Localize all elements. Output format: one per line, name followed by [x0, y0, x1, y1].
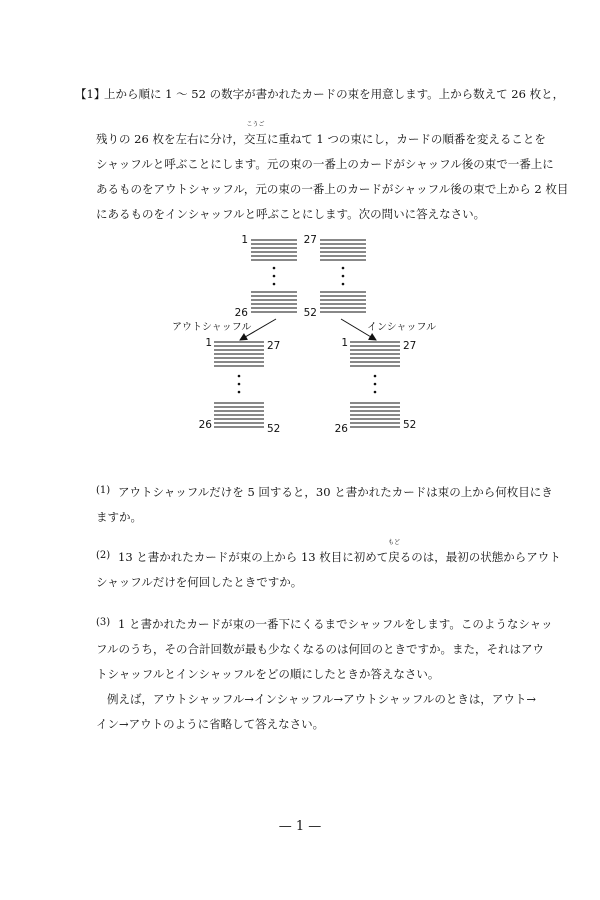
q3-line-5: イン→アウトのように省略して答えなさい。: [96, 717, 325, 731]
q1-line-1: アウトシャッフルだけを 5 回すると，30 と書かれたカードは束の上から何枚目にき: [118, 485, 553, 499]
q1-number: (1): [96, 485, 111, 496]
label-out-bottom-right: 52: [267, 423, 281, 435]
ruby-modo: [387, 539, 400, 565]
problem-line-2a: 残りの 26 枚を左右に分け，: [96, 132, 244, 146]
q1-line-2: ますか。: [96, 510, 142, 524]
q3-line-4: 例えば，アウトシャッフル→インシャッフル→アウトシャッフルのときは，アウト→: [107, 692, 537, 706]
problem-line-3: シャッフルと呼ぶことにします。元の束の一番上のカードがシャッフル後の束で一番上に: [96, 157, 554, 171]
q3-line-1: 1 と書かれたカードが束の一番下にくるまでシャッフルをします。このようなシャッ: [118, 617, 553, 631]
top-dots: [273, 267, 345, 286]
label-out-top-left: 1: [205, 337, 212, 349]
problem-line-1: 上から順に 1 〜 52 の数字が書かれたカードの束を用意します。上から数えて 26 枚と，: [104, 87, 565, 101]
ruby-koto-base: 交互: [243, 132, 267, 146]
problem-line-4: あるものをアウトシャッフル，元の束の一番上のカードがシャッフル後の束で上から 2 枚目: [96, 182, 569, 196]
problem-line-5: にあるものをインシャッフルと呼ぶことにします。次の問いに答えなさい。: [96, 207, 486, 221]
label-out-shuffle: アウトシャッフル: [172, 322, 252, 333]
ruby-modo-base: 戻: [388, 550, 400, 564]
q3-line-2: フルのうち，その合計回数が最も少なくなるのは何回のときですか。また，それはアウ: [96, 642, 545, 656]
problem-line-2b: に重ねて 1 つの束にし，カードの順番を変えることを: [266, 132, 546, 146]
label-top-right-last: 52: [303, 307, 317, 319]
label-top-left-first: 1: [241, 234, 248, 246]
label-in-shuffle: インシャッフル: [367, 322, 437, 333]
label-top-left-last: 26: [234, 307, 248, 319]
problem-number: 【1】: [75, 87, 106, 101]
ruby-koto-reading: こうご: [246, 121, 265, 128]
q2-number: (2): [96, 550, 111, 561]
q3-line-3: トシャッフルとインシャッフルをどの順にしたときか答えなさい。: [96, 667, 440, 681]
page-number: — 1 —: [278, 819, 322, 834]
label-in-top-right: 27: [403, 340, 417, 352]
label-out-bottom-left: 26: [198, 419, 212, 431]
bottom-dots: [238, 375, 377, 394]
label-in-top-left: 1: [341, 337, 348, 349]
ruby-modo-reading: もど: [387, 539, 400, 546]
q2-line-1: [118, 539, 561, 565]
q2-line-1a: 13 と書かれたカードが束の上から 13 枚目に初めて: [118, 550, 389, 564]
label-out-top-right: 27: [267, 340, 281, 352]
label-top-right-first: 27: [303, 234, 317, 246]
q2-line-2: シャッフルだけを何回したときですか。: [96, 575, 303, 589]
q2-line-1b: るのは，最初の状態からアウト: [399, 550, 561, 564]
label-in-bottom-left: 26: [334, 423, 348, 435]
q3-number: (3): [96, 617, 111, 628]
label-in-bottom-right: 52: [403, 419, 417, 431]
